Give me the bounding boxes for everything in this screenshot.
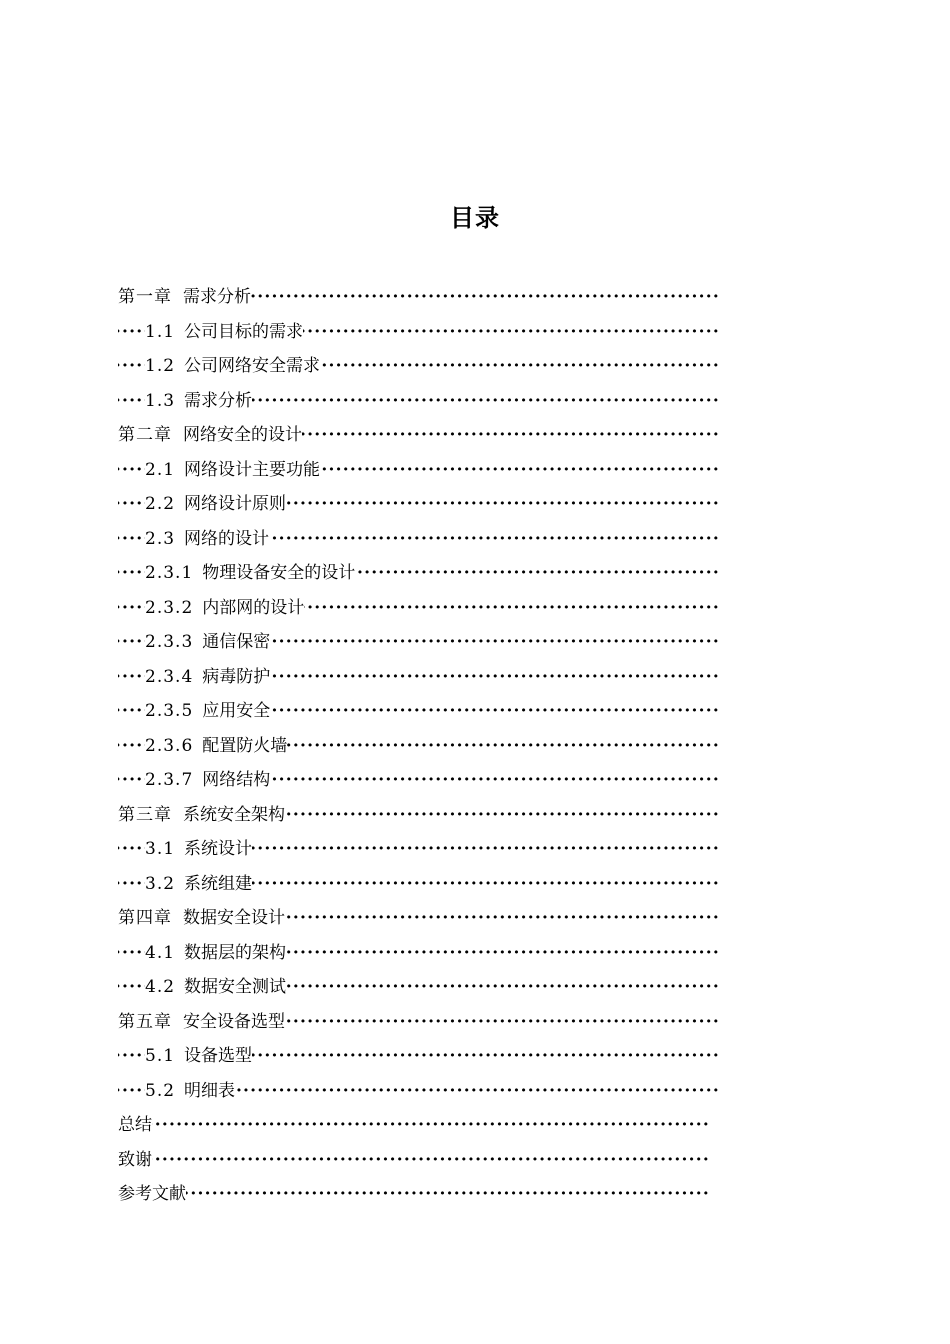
toc-entry-label: 致谢 [118, 1149, 152, 1170]
toc-entry[interactable] [118, 418, 720, 453]
toc-entry[interactable] [118, 729, 720, 764]
toc-entry-number: 2.3.1 [145, 563, 194, 583]
toc-entry-label: 网络的设计 [184, 528, 270, 549]
toc-entry-text [145, 494, 286, 514]
toc-entry-number: 2.3.7 [145, 770, 194, 790]
toc-entry-label: 应用安全 [202, 701, 271, 721]
toc-entry-text [118, 1184, 186, 1204]
toc-entry[interactable] [118, 1108, 710, 1143]
toc-entry-label: 公司目标的需求 [184, 321, 304, 342]
toc-entry-text [145, 322, 303, 342]
toc-entry-number: 2.3.6 [145, 735, 194, 756]
toc-entry[interactable] [118, 901, 720, 936]
toc-entry-number: 1.1 [145, 321, 176, 342]
toc-entry[interactable] [118, 453, 720, 488]
toc-entry-label: 网络设计主要功能 [184, 459, 321, 480]
toc-entry-label: 系统设计 [184, 839, 253, 859]
toc-entry-label: 系统安全架构 [183, 804, 285, 825]
toc-entry-label: 明细表 [184, 1080, 236, 1101]
toc-entry-text [145, 736, 287, 756]
toc-entry-text [145, 977, 286, 997]
page-title: 目录 [450, 204, 500, 232]
toc-entry-number: 5.1 [145, 1046, 176, 1066]
toc-entry-number: 2.3.3 [145, 632, 194, 652]
toc-entry-text [118, 287, 251, 307]
toc-entry-number: 2.3.4 [145, 666, 194, 687]
toc-entry[interactable] [118, 1039, 720, 1074]
toc-entry[interactable] [118, 798, 720, 833]
toc-entry-label: 设备选型 [184, 1046, 253, 1066]
toc-entry-text [145, 563, 355, 583]
toc-entry[interactable] [118, 522, 720, 557]
toc-entry-text [145, 460, 320, 480]
toc-entry-label: 需求分析 [184, 390, 253, 411]
toc-entry-number: 4.2 [145, 977, 176, 997]
toc-entry-text [145, 632, 270, 652]
toc-entry[interactable] [118, 1005, 720, 1040]
toc-entry-text [118, 805, 285, 825]
toc-entry-label: 物理设备安全的设计 [202, 563, 356, 583]
dot-leader [118, 1177, 710, 1212]
toc-entry-label: 网络设计原则 [184, 494, 287, 514]
toc-entry-number: 2.3 [145, 528, 176, 549]
toc-entry-number: 3.1 [145, 839, 176, 859]
toc-entry-number: 1.2 [145, 356, 176, 376]
toc-entry-number: 3.2 [145, 873, 176, 894]
toc-entry-text [145, 391, 252, 411]
toc-entry[interactable] [118, 591, 720, 626]
toc-entry-text [145, 356, 320, 376]
toc-entry-text [118, 425, 302, 445]
toc-entry-label: 系统组建 [184, 873, 253, 894]
toc-entry-number: 5.2 [145, 1080, 176, 1101]
toc-entry[interactable] [118, 1074, 720, 1109]
toc-entry-label: 数据安全测试 [184, 977, 287, 997]
toc-entry[interactable] [118, 384, 720, 419]
dot-leader [118, 1108, 710, 1143]
toc-entry[interactable] [118, 936, 720, 971]
dot-leader [118, 1143, 710, 1178]
toc-entry[interactable] [118, 1143, 710, 1178]
toc-entry-text [118, 908, 285, 928]
toc-entry-number: 2.1 [145, 459, 176, 480]
toc-entry-text [145, 874, 252, 894]
toc-entry[interactable] [118, 625, 720, 660]
toc-entry-text [118, 1012, 285, 1032]
toc-entry[interactable] [118, 280, 720, 315]
toc-entry[interactable] [118, 660, 720, 695]
toc-entry-label: 公司网络安全需求 [184, 356, 321, 376]
toc-entry-label: 内部网的设计 [202, 597, 305, 618]
toc-entry-text [145, 839, 252, 859]
toc-entry[interactable] [118, 315, 720, 350]
toc-entry-number: 2.3.2 [145, 597, 194, 618]
toc-entry-label: 配置防火墙 [202, 735, 288, 756]
toc-entry-number: 第五章 [118, 1011, 172, 1032]
toc-entry-label: 网络安全的设计 [183, 425, 302, 445]
toc-entry-text [145, 667, 270, 687]
toc-entry-label: 数据安全设计 [183, 908, 285, 928]
toc-entry-text [145, 701, 270, 721]
table-of-contents [118, 280, 720, 1212]
toc-entry[interactable] [118, 1177, 710, 1212]
toc-entry-number: 2.3.5 [145, 701, 194, 721]
toc-entry-number: 1.3 [145, 390, 176, 411]
toc-entry-text [118, 1115, 152, 1135]
toc-entry-number: 2.2 [145, 494, 176, 514]
toc-entry[interactable] [118, 867, 720, 902]
toc-entry-label: 需求分析 [183, 287, 251, 307]
toc-entry-number: 第四章 [118, 908, 172, 928]
toc-entry-label: 安全设备选型 [183, 1011, 285, 1032]
toc-entry-number: 第三章 [118, 804, 172, 825]
toc-entry-text [145, 1081, 235, 1101]
toc-entry-text [145, 943, 286, 963]
toc-entry-label: 参考文献 [118, 1184, 186, 1204]
toc-entry-number: 第二章 [118, 425, 172, 445]
toc-entry[interactable] [118, 349, 720, 384]
toc-entry-text [145, 770, 270, 790]
toc-entry-label: 通信保密 [202, 632, 271, 652]
toc-entry[interactable] [118, 970, 720, 1005]
toc-entry[interactable] [118, 694, 720, 729]
toc-entry-label: 病毒防护 [202, 666, 271, 687]
toc-entry[interactable] [118, 832, 720, 867]
toc-entry-number: 4.1 [145, 942, 176, 963]
toc-entry-label: 总结 [118, 1115, 152, 1135]
toc-entry-text [145, 598, 304, 618]
toc-entry-text [118, 1150, 152, 1170]
toc-entry-label: 数据层的架构 [184, 942, 287, 963]
toc-entry-number: 第一章 [118, 287, 172, 307]
toc-entry-text [145, 529, 269, 549]
toc-entry-label: 网络结构 [202, 770, 271, 790]
toc-entry[interactable] [118, 556, 720, 591]
toc-entry-text [145, 1046, 252, 1066]
toc-entry[interactable] [118, 487, 720, 522]
toc-entry[interactable] [118, 763, 720, 798]
